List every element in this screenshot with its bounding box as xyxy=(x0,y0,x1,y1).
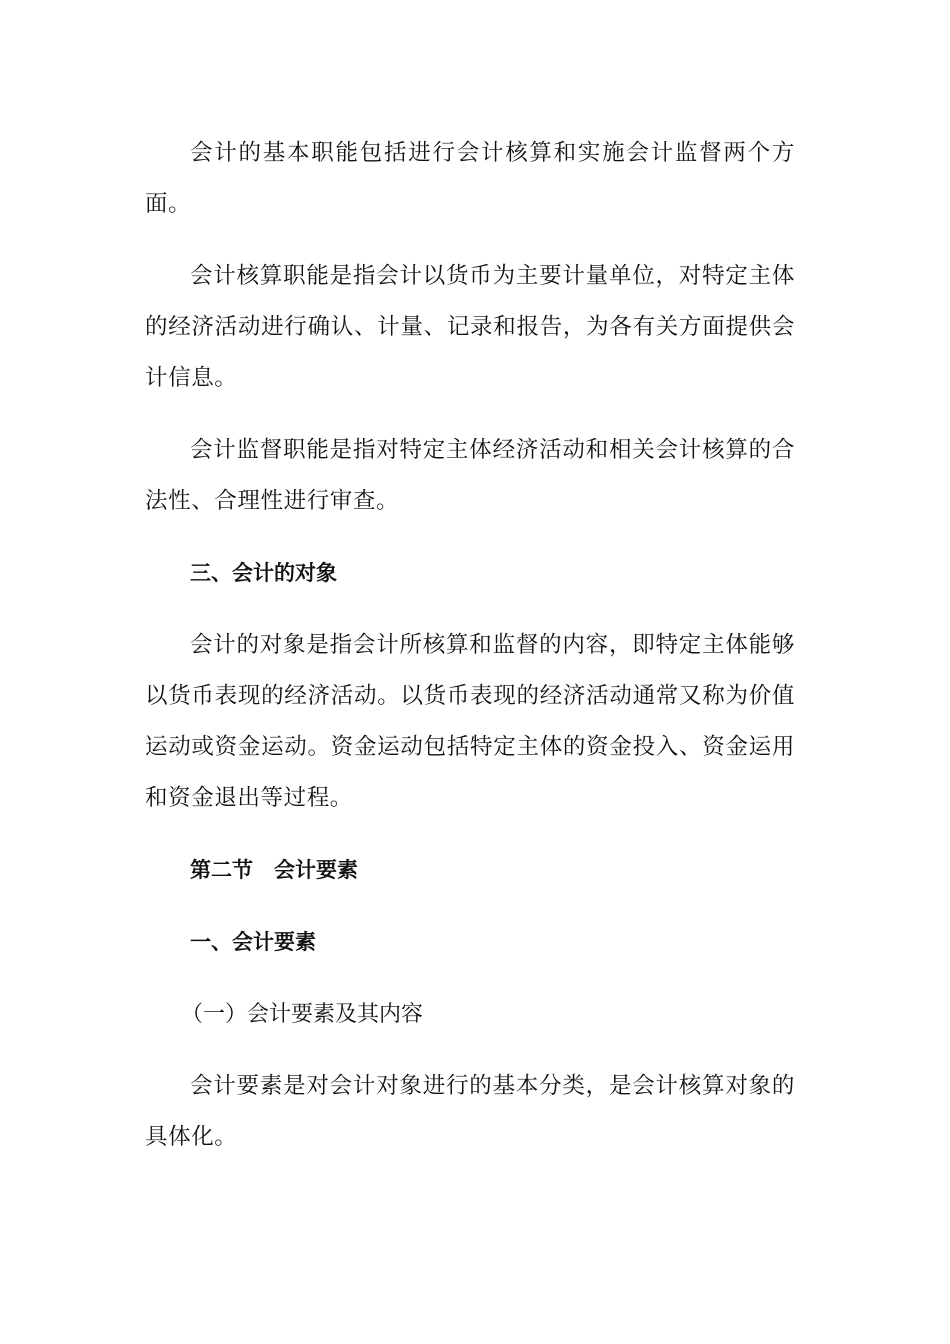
document-page xyxy=(145,128,795,1163)
paragraph-accounting-object: 会计的对象是指会计所核算和监督的内容，即特定主体能够以货币表现的经济活动。以货币表现的经济活动通常又称为价值运动或资金运动。资金运动包括特定主体的资金投入、资金运用和资金退出等过程。 xyxy=(145,632,795,811)
heading-accounting-object: 三、会计的对象 xyxy=(190,561,337,585)
paragraph-accounting-calculation: 会计核算职能是指会计以货币为主要计量单位，对特定主体的经济活动进行确认、计量、记录和报告，为各有关方面提供会计信息。 xyxy=(145,263,795,391)
heading-accounting-elements: 一、会计要素 xyxy=(190,930,316,954)
paragraph-elements-definition: 会计要素是对会计对象进行的基本分类，是会计核算对象的具体化。 xyxy=(145,1073,795,1150)
paragraph-accounting-supervision: 会计监督职能是指对特定主体经济活动和相关会计核算的合法性、合理性进行审查。 xyxy=(145,437,795,514)
subheading-elements-content: （一）会计要素及其内容 xyxy=(181,1002,424,1027)
paragraph-accounting-functions: 会计的基本职能包括进行会计核算和实施会计监督两个方面。 xyxy=(145,140,795,217)
heading-section-two: 第二节 会计要素 xyxy=(190,858,358,882)
